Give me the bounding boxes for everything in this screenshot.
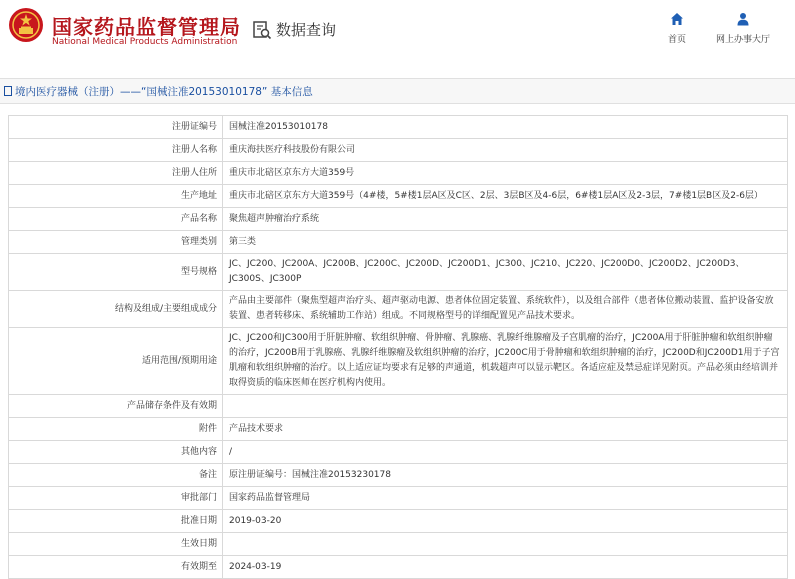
data-query-label: 数据查询 (276, 21, 337, 39)
nav-home-label: 首页 (667, 35, 686, 45)
row-label: 批准日期 (9, 510, 223, 533)
detail-table-container (8, 115, 788, 579)
document-icon (4, 86, 12, 96)
brand-title-cn[interactable]: 国家药品监督管理局 (52, 15, 241, 39)
table-row (9, 139, 788, 162)
table-row (9, 231, 788, 254)
row-value: 2024-03-19 (223, 556, 788, 579)
row-value: 重庆市北碚区京东方大道359号（4#楼，5#楼1层A区及C区、2层、3层B区及4-6层，6#楼1层A区及2-3层，7#楼1层B区及2-6层） (223, 185, 788, 208)
table-row (9, 441, 788, 464)
row-value (223, 395, 788, 418)
nav-online-service[interactable] (703, 12, 783, 45)
table-row (9, 162, 788, 185)
row-label: 附件 (9, 418, 223, 441)
row-value: 2019-03-20 (223, 510, 788, 533)
row-label: 结构及组成/主要组成成分 (9, 291, 223, 328)
data-query-link[interactable] (252, 19, 336, 40)
table-row (9, 510, 788, 533)
user-icon (736, 12, 750, 26)
row-label: 产品储存条件及有效期 (9, 395, 223, 418)
row-value (223, 533, 788, 556)
row-value: 第三类 (223, 231, 788, 254)
table-row (9, 208, 788, 231)
row-label: 注册人名称 (9, 139, 223, 162)
table-row (9, 328, 788, 395)
row-label: 其他内容 (9, 441, 223, 464)
row-value: 原注册证编号：国械注准20153230178 (223, 464, 788, 487)
national-emblem-icon[interactable] (8, 7, 44, 43)
row-label: 注册人住所 (9, 162, 223, 185)
table-row (9, 395, 788, 418)
table-row (9, 487, 788, 510)
table-row (9, 116, 788, 139)
table-row (9, 533, 788, 556)
row-value: 重庆市北碚区京东方大道359号 (223, 162, 788, 185)
row-label: 注册证编号 (9, 116, 223, 139)
row-value: 国械注准20153010178 (223, 116, 788, 139)
row-value: JC、JC200、JC200A、JC200B、JC200C、JC200D、JC200D1、JC300、JC210、JC220、JC200D0、JC200D2、JC200D3、JC300S、JC300P (223, 254, 788, 291)
row-value: JC、JC200和JC300用于肝脏肿瘤、软组织肿瘤、骨肿瘤、乳腺癌、乳腺纤维腺瘤及子宫肌瘤的治疗，JC200A用于肝脏肿瘤和软组织肿瘤的治疗，JC200B用于乳腺癌、乳腺纤维腺瘤及软组织肿瘤的治疗，JC200C用于骨肿瘤和软组织肿瘤的治疗，JC200D和JC200D1用于子宫肌瘤和软组织肿瘤的治疗。以上适应证均要求有足够的声通道，机载超声可以显示靶区。各适应症及禁忌症详见附页。产品必须由经培训并取得资质的临床医师在医疗机构内使用。 (223, 328, 788, 395)
table-row (9, 185, 788, 208)
table-row (9, 418, 788, 441)
brand-title-en[interactable]: National Medical Products Administration (52, 37, 238, 47)
row-value: 聚焦超声肿瘤治疗系统 (223, 208, 788, 231)
row-label: 备注 (9, 464, 223, 487)
document-search-icon (252, 20, 272, 40)
row-value: 国家药品监督管理局 (223, 487, 788, 510)
table-row (9, 254, 788, 291)
nav-online-label: 网上办事大厅 (715, 35, 770, 45)
row-label: 生效日期 (9, 533, 223, 556)
detail-table (8, 115, 788, 579)
breadcrumb (0, 78, 795, 104)
row-value: / (223, 441, 788, 464)
row-label: 审批部门 (9, 487, 223, 510)
row-value: 产品由主要部件（聚焦型超声治疗头、超声驱动电源、患者体位固定装置、系统软件），以及组合部件（患者体位搬动装置、监护设备安放装置、患者转移床、系统辅助工作站）组成。不同规格型号的详细配置见产品技术要求。 (223, 291, 788, 328)
site-header (0, 0, 795, 60)
row-label: 生产地址 (9, 185, 223, 208)
row-label: 适用范围/预期用途 (9, 328, 223, 395)
row-label: 型号规格 (9, 254, 223, 291)
row-value: 产品技术要求 (223, 418, 788, 441)
table-row (9, 291, 788, 328)
row-label: 有效期至 (9, 556, 223, 579)
table-row (9, 464, 788, 487)
table-row (9, 556, 788, 579)
row-label: 管理类别 (9, 231, 223, 254)
breadcrumb-text: 境内医疗器械（注册）——“国械注准20153010178” 基本信息 (15, 85, 313, 98)
home-icon (670, 12, 684, 26)
row-value: 重庆海扶医疗科技股份有限公司 (223, 139, 788, 162)
row-label: 产品名称 (9, 208, 223, 231)
